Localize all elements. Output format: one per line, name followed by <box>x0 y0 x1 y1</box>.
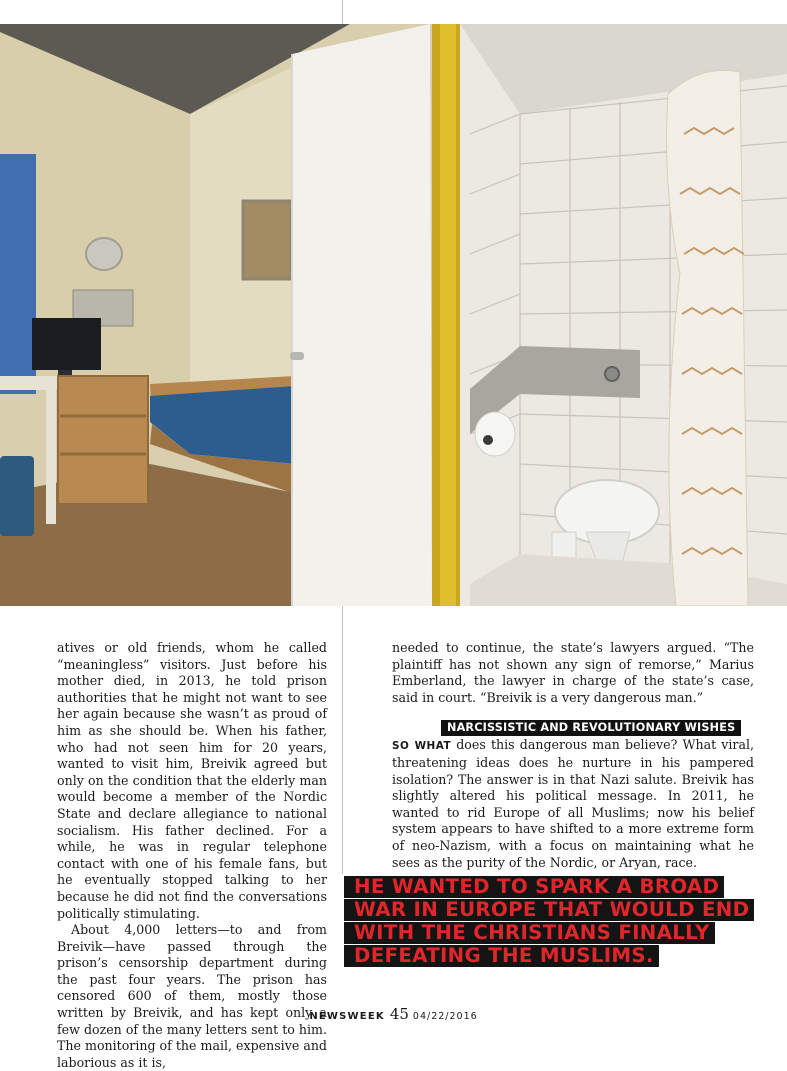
article-paragraph: needed to continue, the state’s lawyers argued. “The plaintiff has not shown any sign of remorse,” Marius Emberland, the lawyer in charge of the state’s case, said in court. “Breivik is a very dangerous man.” <box>392 640 754 705</box>
lead-in: SO WHAT <box>392 740 452 753</box>
article-column-right <box>392 640 754 871</box>
column-rule <box>342 606 343 874</box>
article-paragraph: atives or old friends, whom he called “meaningless” visitors. Just before his mother died, in 2013, he told prison authorities that he might not want to see her again because she wasn’t as proud of him as she should be. When his father, who had not seen him for 20 years, wanted to visit him, Breivik agreed but only on the condition that the elderly man would become a member of the Nordic State and declare allegiance to national socialism. His father declined. For a while, he was in regular telephone contact with one of his female fans, but he eventually stopped talking to her because he did not find the conversations politically stimulating. <box>57 640 327 921</box>
flush-button <box>605 367 619 381</box>
issue-date: 04/22/2016 <box>412 1011 478 1022</box>
page-number: 45 <box>389 1005 409 1023</box>
paragraph-body: does this dangerous man believe? What viral, threatening ideas does he nurture in his pampered isolation? The answer is in that Nazi salute. Breivik has slightly altered his political message. In 2011, he wanted to rid Europe of all Muslims; now his belief system appears to have shifted to a more extreme form of neo-Nazism, with a focus on maintaining what he sees as the purity of the Nordic, or Aryan, race. <box>392 737 754 870</box>
door-handle <box>290 352 304 360</box>
computer-monitor <box>32 318 101 370</box>
pull-quote <box>344 876 764 968</box>
pull-quote-line: WITH THE CHRISTIANS FINALLY <box>344 922 715 944</box>
cell-door <box>292 24 432 606</box>
wooden-shelf <box>58 376 148 504</box>
blue-mattress <box>150 386 295 464</box>
pull-quote-line: DEFEATING THE MUSLIMS. <box>344 945 659 967</box>
article-paragraph: About 4,000 letters—to and from Breivik—have passed through the prison’s censorship department during the past four years. The prison has censored 600 of them, mostly those written by Breivik, and has kept only a few dozen of the many letters sent to him. The monitoring of the mail, expensive and laborious as it is, <box>57 922 327 1070</box>
waste-bin <box>0 456 34 536</box>
pull-quote-line: HE WANTED TO SPARK A BROAD <box>344 876 724 898</box>
pull-quote-line: WAR IN EUROPE THAT WOULD END <box>344 899 754 921</box>
window-curtain <box>0 154 36 394</box>
section-subhead: NARCISSISTIC AND REVOLUTIONARY WISHES <box>441 720 741 736</box>
page-folio <box>0 1004 787 1023</box>
prison-cell-photo <box>0 24 787 606</box>
accent-tile-band <box>520 346 640 398</box>
shower-curtain <box>667 70 749 606</box>
wall-lamp <box>86 238 122 270</box>
article-paragraph <box>392 737 754 871</box>
magazine-name: NEWSWEEK <box>309 1011 385 1022</box>
toilet-paper-roll <box>475 412 515 456</box>
prison-cell-illustration <box>0 24 787 606</box>
toilet-brush-holder <box>552 532 576 558</box>
column-rule-top <box>342 0 343 24</box>
cork-noticeboard <box>243 201 291 279</box>
